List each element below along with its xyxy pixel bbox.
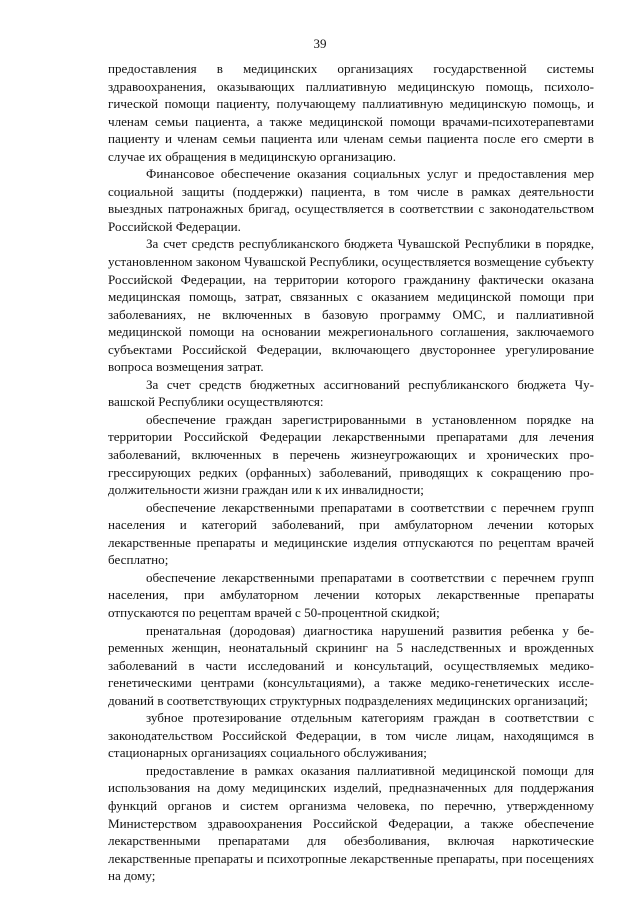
paragraph-continuation: предоставления в медицинских организациях государственной системы здравоохранения, оказывающих паллиативную медицинскую помощь, психологической помощи пациенту, получающему паллиативную медицинскую помощь, и членам семьи пациента, а также медицинской помощи врачами-психотерапевтами пациенту и членам семьи пациента или членам семьи пациента после его смерти в случае их обращения в медицинскую организацию.: [108, 61, 594, 164]
page-number: 39: [313, 36, 327, 51]
list-item-palliative-home-devices: предоставление в рамках оказания паллиативной медицинской помощи для использования на дому медицинских изделий, предназначенных для поддержания функций органов и систем организма человека, по перечню, утвержденному Министерством здравоохранения Российской Федерации, а также обеспечение лекарственными препаратами для обезболивания, включая наркотические лекарственные препараты и психотропные лекарственные препараты, при посещениях на дому;: [108, 762, 594, 884]
paragraph-financing-social-services: Финансовое обеспечение оказания социальных услуг и предоставления мер социальной защиты (поддержки) пациента, в том числе в рамках деятельности выездных патронажных бригад, осуществляется в соответствии с законодательством Российской Федерации.: [108, 166, 594, 234]
list-item-prenatal-diagnostics: пренатальная (дородовая) диагностика нарушений развития ребенка у беременных женщин, неонатальный скрининг на 5 наследственных и врожденных заболеваний в части исследований и консультаций, осуществляемых медико-генетическими центрами (консультациями), а также медико-генетических исследований в соответствующих структурных подразделениях медицинских организаций;: [108, 622, 594, 708]
list-item-free-prescription-drugs: обеспечение лекарственными препаратами в соответствии с перечнем групп населения и категорий заболеваний, при амбулаторном лечении которых лекарственные препараты и медицинские изделия отпускаются по рецептам врачей бесплатно;: [108, 499, 594, 568]
list-item-orphan-diseases-drugs: обеспечение граждан зарегистрированными в установленном порядке на территории Российской Федерации лекарственными препаратами для лечения заболеваний, включенных в перечень жизнеугрожающих и хронических прогрессирующих редких (орфанных) заболеваний, приводящих к сокращению продолжительности жизни граждан или к их инвалидности;: [108, 411, 594, 498]
list-item-discount-prescription-drugs: обеспечение лекарственными препаратами в соответствии с перечнем групп населения, при амбулаторном лечении которых лекарственные препараты отпускаются по рецептам врачей с 50-процентной скидкой;: [108, 569, 594, 620]
paragraph-budget-allocations-intro: За счет средств бюджетных ассигнований республиканского бюджета Чувашской Республики осуществляются:: [108, 376, 594, 410]
list-item-dental-prosthetics: зубное протезирование отдельным категориям граждан в соответствии с законодательством Российской Федерации, в том числе лицам, находящимся в стационарных организациях социального обслуживания;: [108, 710, 594, 761]
paragraph-republican-budget-reimbursement: За счет средств республиканского бюджета Чувашской Республики в порядке, установленном законом Чувашской Республики, осуществляется возмещение субъекту Российской Федерации, на территории которого гражданину фактически оказана медицинская помощь, затрат, связанных с оказанием медицинской помощи при заболеваниях, не включенных в базовую программу ОМС, и паллиативной медицинской помощи на основании межрегионального соглашения, заключаемого субъектами Российской Федерации, включающего двустороннее урегулирование вопроса возмещения затрат.: [108, 236, 594, 375]
body-text: [108, 60, 594, 885]
